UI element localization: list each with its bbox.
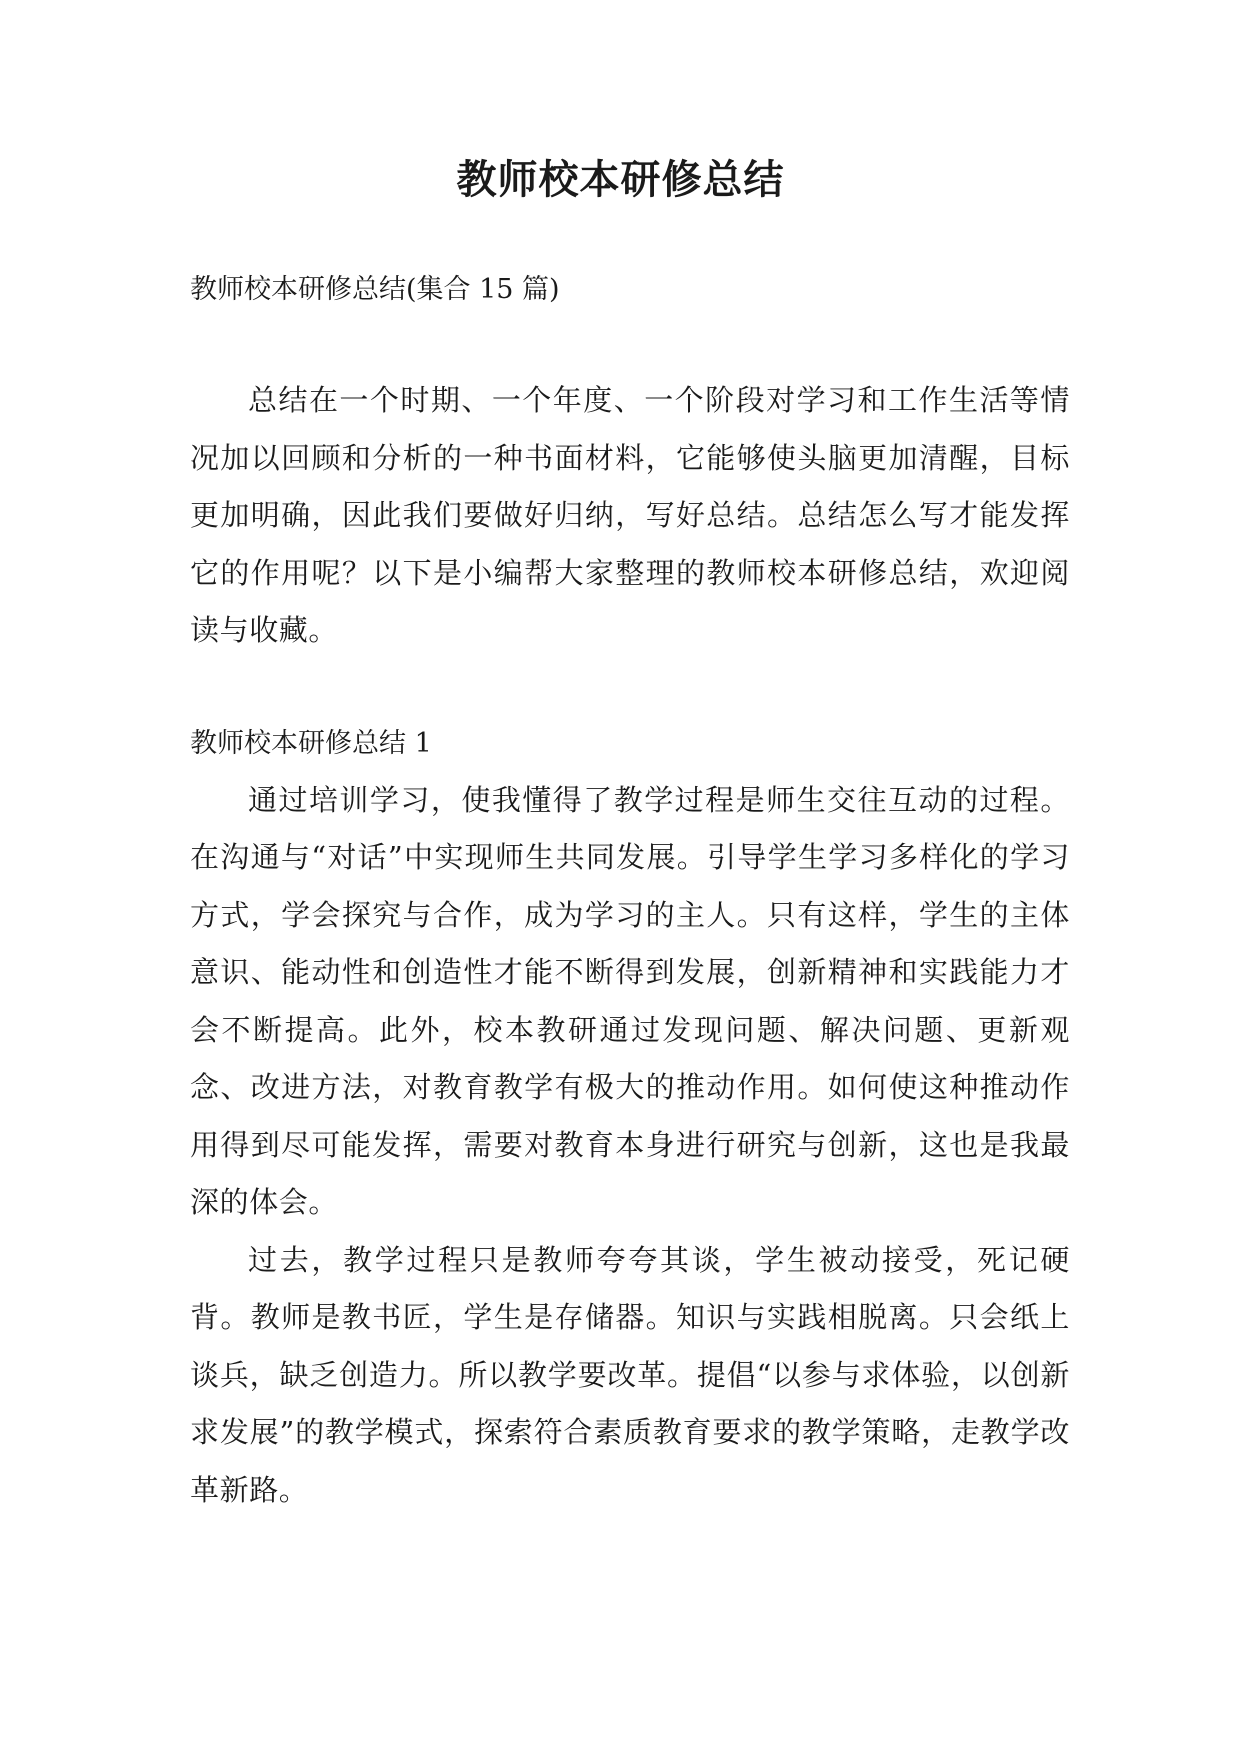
intro-paragraph: 总结在一个时期、一个年度、一个阶段对学习和工作生活等情况加以回顾和分析的一种书面材料，它能够使头脑更加清醒，目标更加明确，因此我们要做好归纳，写好总结。总结怎么写才能发挥它的作用呢？以下是小编帮大家整理的教师校本研修总结，欢迎阅读与收藏。 [190, 383, 1070, 647]
document-subtitle: 教师校本研修总结(集合 15 篇) [190, 274, 560, 305]
section-1 [190, 716, 1070, 1520]
document-body [190, 262, 1070, 1519]
section-heading: 教师校本研修总结 1 [190, 727, 432, 759]
document-title: 教师校本研修总结 [456, 156, 785, 203]
section-paragraph: 过去，教学过程只是教师夸夸其谈，学生被动接受，死记硬背。教师是教书匠，学生是存储器。知识与实践相脱离。只会纸上谈兵，缺乏创造力。所以教学要改革。提倡“以参与求体验，以创新求发展”的教学模式，探索符合素质教育要求的教学策略，走教学改革新路。 [190, 1242, 1070, 1507]
section-paragraph: 通过培训学习，使我懂得了教学过程是师生交往互动的过程。在沟通与“对话”中实现师生共同发展。引导学生学习多样化的学习方式，学会探究与合作，成为学习的主人。只有这样，学生的主体意识、能动性和创造性才能不断得到发展，创新精神和实践能力才会不断提高。此外，校本教研通过发现问题、解决问题、更新观念、改进方法，对教育教学有极大的推动作用。如何使这种推动作用得到尽可能发挥，需要对教育本身进行研究与创新，这也是我最深的体会。 [190, 782, 1070, 1219]
